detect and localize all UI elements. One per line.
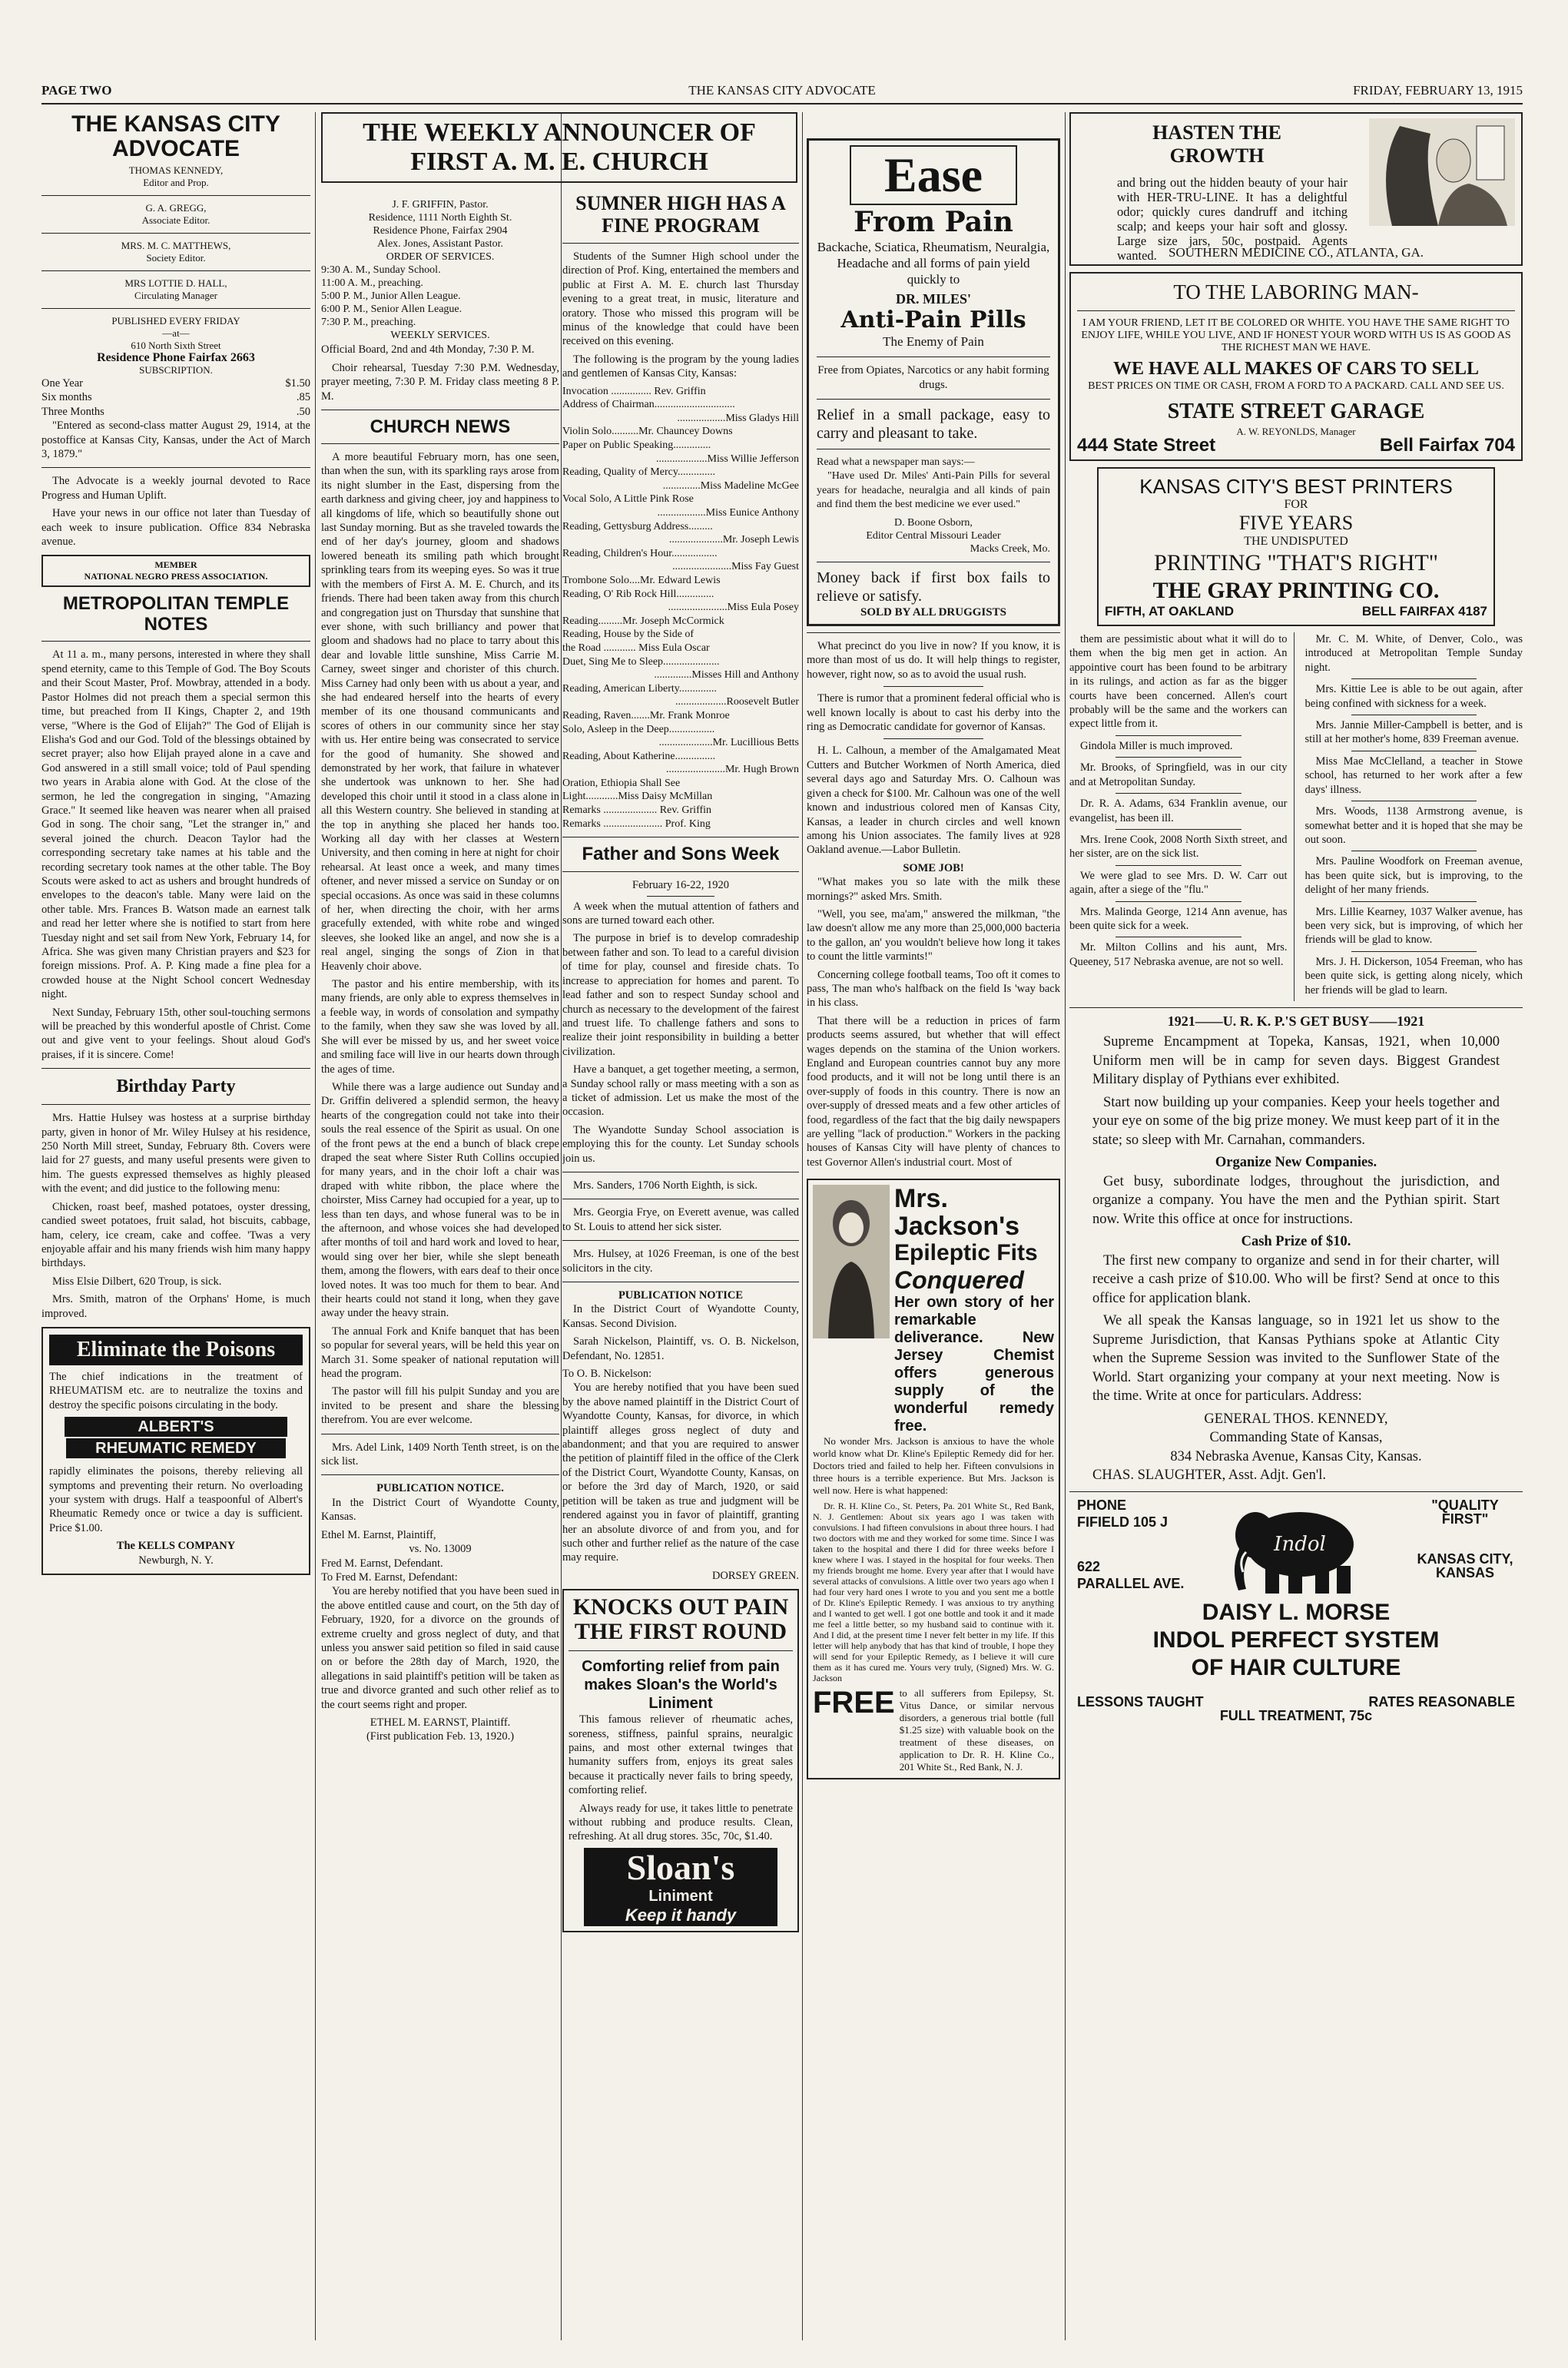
printers-ad — [1097, 467, 1495, 626]
local-para: them are pessimistic about what it will do to them when the big men get in action. An appointive court has been found to be arbitrary in its rulings, and action as far as the bigger courts have been concerned. Allen's court probably will be the same and the workers can expect little from it. — [1069, 633, 1288, 731]
subscription-row: Three Months .50 — [41, 405, 310, 418]
pub2-sign: DORSEY GREEN. — [711, 1569, 799, 1582]
jackson-sub: Her own story of her remarkable deliverance. New Jersey Chemist offers generous supply of the wonderful remedy free. — [894, 1294, 1054, 1435]
father-para: Mrs. Sanders, 1706 North Eighth, is sick. — [573, 1179, 758, 1192]
program-list — [562, 385, 799, 831]
laboring-title: TO THE LABORING MAN- — [1173, 280, 1419, 303]
growth-title: HASTEN THE GROWTH — [1152, 121, 1281, 167]
temple-para: Next Sunday, February 15th, other soul-touching sermons will be preached by this wonderful apostle of Christ. Come out and give vent to your feelings. Shout aloud God's praises, if it is sincere. Come! — [41, 1006, 310, 1061]
news-para: The annual Fork and Knife banquet that has been so popular for several years, will be held this year on March 31. Some speaker of national reputation will head the program. — [321, 1325, 559, 1381]
program-item: ..............Miss Madeline McGee — [662, 479, 799, 492]
local-para: Gindola Miller is much improved. — [1080, 739, 1233, 752]
program-item: Vocal Solo, A Little Pink Rose — [562, 493, 694, 506]
staff-name: MRS. M. C. MATTHEWS, — [121, 240, 231, 251]
hertruline-ad — [1069, 112, 1523, 266]
printers-name: THE GRAY PRINTING CO. — [1152, 577, 1440, 603]
growth-body: and bring out the hidden beauty of your hair with HER-TRU-LINE. It has a delightful odor; quickly cures dandruff and itching scalp; and keeps your hair soft and glossy. Large size jars, 50c, postpaid. Agents wanted. — [1117, 175, 1348, 263]
indol-street: PARALLEL AVE. — [1077, 1575, 1185, 1591]
pub-sign: ETHEL M. EARNST, Plaintiff. — [370, 1716, 511, 1729]
temple-notes-title: METROPOLITAN TEMPLE NOTES — [62, 593, 290, 635]
urk-para: Start now building up your companies. Keep your heels together and your eye on some of the big prize money. We must keep part of it in the state; so sleep with Mr. Carnahan, commanders. — [1092, 1094, 1500, 1148]
local-para: Mr. Milton Collins and his aunt, Mrs. Queeney, 517 Nebraska avenue, are not so well. — [1069, 941, 1288, 968]
sumner-title: SUMNER HIGH HAS A FINE PROGRAM — [575, 192, 786, 237]
testimonial-signer: D. Boone Osborn, Editor Central Missouri Leader Macks Creek, Mo. — [866, 516, 1050, 555]
news-para: A more beautiful February morn, has one seen, than when the sun, with its sparkling rays arose from its night slumber in the East, dispersing from the earth darkness and giving cheer, joy and happiness to all kingdoms of life, which so beautifully shone out last Sunday morning. But as she traveled towards the end of her day's journey, gloom and shadows lowered beneath its smiling path which brought sprinkling tears from its weeping eyes. So was it true with the members of First A. M. E. Church, and its friends. There had been taken away from this church and congregation just on Thursday that sunshine that ever shone, with such brilliancy and power that gloom and shadows had no place to tarry about this dear and lovable little sunshine, Miss Carrie M. Carney, sweet singer and chorister of this church. Miss Carney had only been with us about a year, and she had endeared herself into the hearts of every member of its one thousand communicants and scores of others in our community since her stay with us. Her entire being was consecrated to service for the good of humanity. She showed and demonstrated by her work, that failure in whatever she undertook was unknown to her. She had developed this choir until it stood in a class alone in all this Western country. She believed in standing at the top in anything she placed her hands too. Working all day with her classes at Western University, and then coming in here at night for choir rehearsal. At least once a week, and many times oftener, and never missed a service on Sunday or on special occasions. As once was said in these columns of her, when directing the choir, with her arms gracefully extended, with white robe and winged sleeves, she looked like an angel, and now she is a real angel, singing the songs of Zion in that Heavenly choir above. — [321, 451, 559, 973]
program-item: Reading, American Liberty.............. — [562, 682, 717, 695]
program-item: Reading, About Katherine............... — [562, 750, 716, 762]
indol-ad — [1069, 1498, 1523, 1721]
enemy-of-pain: The Enemy of Pain — [883, 334, 984, 349]
news-para: The pastor will fill his pulpit Sunday and you are invited to be present and share the blessing therefrom. You are ever welcome. — [321, 1385, 559, 1427]
program-item: ......................Mr. Hugh Brown — [665, 764, 799, 776]
anti-pain-pills: Anti-Pain Pills — [840, 307, 1026, 333]
column-divider — [315, 112, 316, 2340]
subscription-row: One Year $1.50 — [41, 377, 310, 390]
local-para: Mrs. Jannie Miller-Campbell is better, and is still at her mother's home, 839 Freeman avenue. — [1304, 719, 1523, 746]
member-badge: MEMBER NATIONAL NEGRO PRESS ASSOCIATION. — [41, 555, 310, 587]
program-item: ..................Miss Gladys Hill — [677, 412, 799, 424]
pub-first: (First publication Feb. 13, 1920.) — [366, 1730, 515, 1743]
pub-notice2-title: PUBLICATION NOTICE — [618, 1289, 744, 1302]
column-1 — [41, 112, 310, 2340]
birthday-title: Birthday Party — [116, 1076, 236, 1097]
subscription-table — [41, 376, 310, 419]
issue-date: FRIDAY, FEBRUARY 13, 1915 — [1353, 83, 1523, 98]
printers-printing: PRINTING "THAT'S RIGHT" — [1154, 549, 1438, 575]
elephant-logo-icon — [1223, 1498, 1377, 1598]
printers-phone: BELL FAIRFAX 4187 — [1361, 603, 1487, 619]
indol-brand: Indol — [1274, 1532, 1326, 1556]
job-para: "What makes you so late with the milk these mornings?" asked Mrs. Smith. — [807, 876, 1060, 903]
father-para: The purpose in brief is to develop comradeship between father and son. To lead to a careful division of time for play, counsel and fireside chats. To increase to appreciation for homes and parent. To lead father and son to respect Sunday school and church as necessary to the development of the fairest and truest life. To challenge fathers and sons to realize their joint responsibility in building a better civilization. — [562, 932, 799, 1058]
program-item: ....................Mr. Lucillious Betts — [658, 737, 799, 749]
program-item: ....................Mr. Joseph Lewis — [668, 534, 799, 546]
urk-prize: Cash Prize of $10. — [1241, 1234, 1351, 1250]
indol-rates: RATES REASONABLE — [1368, 1693, 1515, 1710]
ease-headline: Ease — [850, 145, 1017, 205]
program-item: Remarks ...................... Prof. King — [562, 818, 711, 830]
service-item: 6:00 P. M., Senior Allen League. — [321, 303, 462, 315]
program-item: Reading, Raven.......Mr. Frank Monroe — [562, 709, 730, 721]
urk-title: 1921——U. R. K. P.'S GET BUSY——1921 — [1167, 1013, 1425, 1029]
pub-defendant: Fred M. Earnst, Defendant. — [321, 1557, 443, 1570]
jackson-ad — [807, 1179, 1060, 1779]
pub2-case: Sarah Nickelson, Plaintiff, vs. O. B. Nickelson, Defendant, No. 12851. — [562, 1335, 799, 1362]
printers-years: FIVE YEARS — [1238, 512, 1354, 535]
program-item: ...................Roosevelt Butler — [675, 696, 799, 708]
birthday-para: Miss Elsie Dilbert, 620 Troup, is sick. — [52, 1275, 222, 1288]
pub-to: To Fred M. Earnst, Defendant: — [321, 1570, 458, 1584]
jackson-title: Epileptic Fits — [894, 1240, 1038, 1266]
program-item: Reading, Children's Hour................. — [562, 547, 718, 559]
column-divider — [1065, 112, 1066, 2340]
sloan-brand2: Liniment — [584, 1888, 777, 1905]
program-item: Light............Miss Daisy McMillan — [562, 791, 713, 803]
woman-portrait-icon — [813, 1185, 890, 1338]
indol-system: INDOL PERFECT SYSTEM — [1152, 1627, 1440, 1653]
announcer-title-box — [321, 112, 797, 183]
ad-intro: The chief indications in the treatment of RHEUMATISM etc. are to neutralize the toxins and destroy the specific poisons circulating in the body. — [49, 1370, 303, 1411]
program-item: Solo, Asleep in the Deep................. — [562, 723, 715, 735]
staff-block — [41, 164, 310, 376]
garage-manager: A. W. REYONLDS, Manager — [1236, 426, 1356, 437]
indol-lessons: LESSONS TAUGHT — [1077, 1693, 1204, 1710]
local-para: We were glad to see Mrs. D. W. Carr out again, after a siege of the "flu." — [1069, 869, 1288, 897]
staff-role: Circulating Manager — [134, 290, 217, 301]
from-pain: From Pain — [854, 206, 1013, 238]
announcer-title: THE WEEKLY ANNOUNCER OF FIRST A. M. E. CHURCH — [363, 118, 756, 176]
pub2-court: In the District Court of Wyandotte County, Kansas. Second Division. — [562, 1303, 799, 1330]
column-2 — [321, 112, 797, 183]
program-item: the Road ............ Miss Eula Oscar — [562, 642, 710, 654]
weekly-services: Official Board, 2nd and 4th Monday, 7:30 P. M. — [321, 343, 535, 357]
laboring-body: I AM YOUR FRIEND, LET IT BE COLORED OR WHITE. YOU HAVE THE SAME RIGHT TO ENJOY LIFE, WHILE YOU LIVE, AND IF HONEST YOUR WORD WITH US IS AS GOOD AS THE RICHEST MAN WE HAVE. — [1081, 317, 1511, 353]
miles-name: DR. MILES' — [895, 291, 971, 307]
printers-address: FIFTH, AT OAKLAND — [1105, 603, 1235, 619]
growth-company: SOUTHERN MEDICINE CO., ATLANTA, GA. — [1168, 244, 1424, 260]
temple-para: At 11 a. m., many persons, interested in where they shall spend eternity, came to this Temple of God. The Boy Scouts and their Scout Master, Prof. Mowbray, attended in a body. Pastor Holmes did not preach them a special sermon this time, but preached from II Kings, Chapter 2, and 19th verse, "Where is the God of Elijah?" The God of Elijah is Elisha's God and our God. Told of the blessings obtained by secret prayer; also how Elijah prayed alone in a cave and God answered in a still small voice; told of Paul spending two years in Arabia alone with God. At the close of the sermon, he led the congregation in singing, "Amazing Grace." It seemed like heaven was nearer when all praised God in song. The choir sang, "Let the stranger in," and several joined the church. Deacon Taylor had the corresponding secretary take names at his table and the recording secretary took names at the other table. The Boy Scouts were asked to act as ushers and brought hundreds of envelopes to the deacon's table. Many were laid on the other table. Mrs. Frances B. Watson made an earnest talk and read her letter where she is notified to start from here Tuesday night and set sail from New York, February 14, for Africa. She was given many Christian prayers and $23 for foreign missions. Prof. A. P. King made a fine plea for a crowded house at the Night School concert Wednesday night. — [41, 648, 310, 1001]
pub-court: In the District Court of Wyandotte County, Kansas. — [321, 1496, 559, 1524]
local-para: Miss Mae McClelland, a teacher in Stowe school, has returned to her work after a few days' illness. — [1304, 755, 1523, 796]
masthead-title: THE KANSAS CITY ADVOCATE — [71, 112, 280, 161]
local-para: Mr. Brooks, of Springfield, was in our city and at Metropolitan Sunday. — [1069, 761, 1288, 788]
urk-sign: CHAS. SLAUGHTER, Asst. Adjt. Gen'l. — [1092, 1468, 1326, 1484]
staff-name: THOMAS KENNEDY, — [128, 164, 224, 176]
father-sons-title: Father and Sons Week — [582, 844, 780, 865]
church-news-title: CHURCH NEWS — [370, 416, 511, 438]
program-item: ...................Miss Willie Jefferson — [656, 453, 799, 465]
sold-by: SOLD BY ALL DRUGGISTS — [860, 605, 1006, 619]
column-divider — [561, 112, 562, 2340]
published-line: PUBLISHED EVERY FRIDAY — [111, 315, 240, 327]
staff-name: G. A. GREGG, — [145, 202, 207, 214]
free-body: to all sufferers from Epilepsy, St. Vitus Dance, or similar nervous disorders, a generous trial bottle (full $1.25 size) with valuable book on the treatment of these diseases, on application to Dr. R. H. Kline Co., 201 White St., Red Bank, N. J. — [899, 1687, 1054, 1773]
news-para: The pastor and his entire membership, with its many friends, are only able to express themselves in a feeble way, in words of consolation and sympathy to the family, when they saw she was loved by all. She will ever be missed by us, and her sweet voice and smiling face will live in our hearts down through the ages of time. — [321, 978, 559, 1076]
pub2-body: You are hereby notified that you have been sued by the above named plaintiff in the District Court of Wyandotte County, Kansas, for divorce, in which plaintiff alleges gross neglect of duty and abandonment; and that you are required to answer the petition of plaintiff filed in the office of the Clerk of the District Court, Wyandotte County, Kansas, on or before the 3rd day of March, 1920, or said petition will be taken as true and judgment will be rendered against you in favor of plaintiff, granting her an absolute divorce of and from you, and for such other and further relief as the nature of the case may require. — [562, 1381, 799, 1564]
program-item: Duet, Sing Me to Sleep..................... — [562, 655, 720, 668]
column-divider — [802, 112, 803, 2340]
col4-para: What precinct do you live in now? If you know, it is more than most of us do. It will help things to register, however, right now, so as to avoid the usual rush. — [807, 640, 1060, 681]
father-para: A week when the mutual attention of fathers and sons are turned toward each other. — [562, 900, 799, 927]
sloans-ad — [562, 1589, 799, 1932]
program-item: Remarks .................... Rev. Griffin — [562, 804, 712, 817]
service-item: 9:30 A. M., Sunday School. — [321, 264, 441, 276]
ad-city: Newburgh, N. Y. — [138, 1554, 214, 1567]
subscription-row: Six months .85 — [41, 391, 310, 404]
sloan-sub: Comforting relief from pain makes Sloan's the World's Liniment — [582, 1658, 780, 1713]
garage-phone: Bell Fairfax 704 — [1379, 435, 1515, 456]
jackson-letter: Dr. R. H. Kline Co., St. Peters, Pa. 201 White St., Red Bank, N. J. Gentlemen: About six years ago I was taken with convulsions. I had fifteen convulsions in about three hours. I had two doctors with me and they worked for some time. Since I was taken to the hospital and there I did for three weeks before I knew where I was. I stayed in the hospital for four weeks. Then my friends brought me home. Every year after that I would have several attacks of convulsions. A little over two years ago when I had four very hard ones I wrote to you and you sent me a bottle of Dr. Kline's Epileptic Remedy. I was anxious to try anything and I wanted to get well. I got one bottle and took it and it made me feel a little better, so my husband said to continue with it. And I did, at the present time I never felt better in my life. If this letter will help anybody that has that kind of trouble, I hope they will send for your Epileptic Remedy, as I believe it will cure them as it has cured me. Yours very truly, (Signed) Mrs. W. G. Jackson — [813, 1501, 1054, 1684]
birthday-para: Mrs. Hattie Hulsey was hostess at a surprise birthday party, given in honor of Mr. Wiley Hulsey at his residence, 250 North Mill street, Sunday, February 8th. Covers were laid for 27 guests, and many useful presents were given to him. The guests expressed themselves as highly pleased with the event; and did justice to the following menu: — [41, 1112, 310, 1196]
staff-role: Society Editor. — [146, 252, 206, 264]
local-para: Mrs. Irene Cook, 2008 North Sixth street, and her sister, are on the sick list. — [1069, 833, 1288, 861]
local-para: Mrs. Lillie Kearney, 1037 Walker avenue, has been very sick, but is improving, of which her friends will be glad to know. — [1304, 905, 1523, 947]
father-para: Mrs. Georgia Frye, on Everett avenue, was called to St. Louis to attend her sick sister. — [562, 1206, 799, 1233]
jackson-name: Mrs. Jackson's — [894, 1184, 1020, 1242]
father-para: The Wyandotte Sunday School association is employing this for the county. Let Sunday schools join us. — [562, 1123, 799, 1165]
sloan-body: Always ready for use, it takes little to penetrate without rubbing and produce results. Clean, refreshing. At all drug stores. 35c, 70c, $1.40. — [569, 1802, 793, 1843]
read-what: Read what a newspaper man says:— — [817, 456, 975, 468]
program-item: Invocation ............... Rev. Griffin — [562, 385, 706, 397]
some-job-title: SOME JOB! — [903, 861, 964, 874]
service-item: 5:00 P. M., Junior Allen League. — [321, 290, 461, 302]
church-column — [321, 192, 559, 2340]
ad-brand: RHEUMATIC REMEDY — [65, 1437, 287, 1460]
cars-line: WE HAVE ALL MAKES OF CARS TO SELL — [1113, 359, 1479, 379]
program-item: Reading.........Mr. Joseph McCormick — [562, 615, 724, 627]
program-item: ..............Misses Hill and Anthony — [654, 669, 799, 682]
indol-hair: OF HAIR CULTURE — [1191, 1654, 1401, 1680]
job-para: That there will be a reduction in prices of farm products seems assured, but whether that will effect wages depends on the stamina of the Union workers. England and European countries cannot buy any more food products, and it will not be long until there is an over-supply of foods in this country. There is now an over-supply of dressed meats and a few other articles of food, regardless of the fact that the big daily newspapers are yelling "lack of production." Workers in the packing houses of Kansas City will have plenty of chances to test Governor Allen's industrial court. Most of — [807, 1014, 1060, 1169]
pub-plaintiff: Ethel M. Earnst, Plaintiff, — [321, 1528, 436, 1541]
col4-para: H. L. Calhoun, a member of the Amalgamated Meat Cutters and Butcher Workmen of North America, died several days ago and Saturday Mrs. O. Calhoun was given a check for $100. Mr. Calhoun was one of the well known and industrious colored men of Kansas City, Kansas, a leader in church circles and well known among his Union associates. The family lives at 928 Oakland avenue.—Labor Bulletin. — [807, 745, 1060, 857]
urk-para: Supreme Encampment at Topeka, Kansas, 1921, when 10,000 Uniform men will be in camp for seven days. Biggest Grandest Military display of Pythians ever exhibited. — [1092, 1034, 1500, 1088]
program-item: Paper on Public Speaking.............. — [562, 439, 711, 452]
subscription-label: SUBSCRIPTION. — [139, 364, 213, 376]
father-para: Mrs. Hulsey, at 1026 Freeman, is one of the best solicitors in the city. — [562, 1248, 799, 1275]
birthday-para: Mrs. Smith, matron of the Orphans' Home, is much improved. — [41, 1293, 310, 1320]
order-of-services — [321, 264, 559, 329]
paper-name: THE KANSAS CITY ADVOCATE — [688, 83, 876, 98]
sloan-tagline: Keep it handy — [584, 1905, 777, 1926]
service-item: 11:00 A. M., preaching. — [321, 277, 423, 289]
urk-sign: GENERAL THOS. KENNEDY, — [1204, 1411, 1388, 1427]
sumner-intro: Students of the Sumner High school under the direction of Prof. King, entertained the members and public at First A. M. E. church last Thursday evening to a great treat, in music, literature and oratory. Those who missed this program will be minus of the knowledge that could have been received on this evening. — [562, 250, 799, 348]
jackson-body: No wonder Mrs. Jackson is anxious to have the whole world know what Dr. Kline's Epileptic Remedy did for her. Doctors tried and failed to help her. Fifteen convulsions in three hours is a terrible experience. But Mrs. Jackson is well now. Here is what happened: — [813, 1435, 1054, 1497]
urk-announcement — [1069, 1033, 1523, 1485]
staff-name: MRS LOTTIE D. HALL, — [124, 277, 227, 289]
column-5 — [1069, 112, 1523, 2340]
program-item: Address of Chairman.............................. — [562, 399, 735, 411]
indol-city: KANSAS CITY, KANSAS — [1417, 1550, 1513, 1581]
local-para: Mrs. Malinda George, 1214 Ann avenue, has been quite sick for a week. — [1069, 905, 1288, 932]
printers-title: KANSAS CITY'S BEST PRINTERS — [1139, 474, 1453, 498]
program-item: Violin Solo..........Mr. Chauncey Downs — [562, 426, 733, 438]
weekly-label: WEEKLY SERVICES. — [390, 330, 490, 341]
urk-organize: Organize New Companies. — [1215, 1155, 1377, 1171]
entered-notice: "Entered as second-class matter August 29, 1914, at the postoffice at Kansas City, Kansas, under the Act of March 3, 1879." — [41, 420, 310, 461]
column-3 — [562, 192, 799, 2340]
money-back: Money back if first box fails to relieve or satisfy. — [817, 569, 1050, 605]
urk-sign: 834 Nebraska Avenue, Kansas City, Kansas. — [1170, 1448, 1422, 1464]
job-para: "Well, you see, ma'am," answered the milkman, "the law doesn't allow me any more than 25,000,000 bacteria to the gallon, an' you wouldn't believe how long it takes to count the little varmints!" — [807, 907, 1060, 963]
urk-para: The first new company to organize and send in for their charter, will receive a cash prize of $10.00. Who will be first? Send at once to this office for application blank. — [1092, 1252, 1500, 1306]
printers-for: FOR — [1284, 497, 1308, 511]
local-news-right — [1305, 632, 1523, 1001]
local-para: Mrs. Pauline Woodfork on Freeman avenue, has been quite sick, but is improving, to the delight of her many friends. — [1304, 855, 1523, 897]
news-notice: Have your news in our office not later than Tuesday of each week to insure publication. Office 834 Nebraska avenue. — [41, 507, 310, 549]
garage-address: 444 State Street — [1077, 435, 1216, 456]
local-para: Mrs. Woods, 1138 Armstrong avenue, is somewhat better and it is hoped that she may be out soon. — [1304, 805, 1523, 846]
printers-undisputed: THE UNDISPUTED — [1244, 535, 1348, 549]
jackson-conquered: Conquered — [894, 1266, 1024, 1295]
ad-company: The KELLS COMPANY — [116, 1540, 236, 1553]
prices-line: BEST PRICES ON TIME OR CASH, FROM A FORD TO A PACKARD. CALL AND SEE US. — [1088, 380, 1504, 392]
pub-notice-title: PUBLICATION NOTICE. — [376, 1482, 504, 1495]
local-para: Mrs. Kittie Lee is able to be out again, after being confined with sickness for a week. — [1304, 683, 1523, 710]
sloan-headline: KNOCKS OUT PAIN THE FIRST ROUND — [572, 1594, 789, 1645]
local-news-block — [1069, 632, 1523, 1001]
program-item: Trombone Solo....Mr. Edward Lewis — [562, 574, 721, 586]
urk-sign: Commanding State of Kansas, — [1209, 1430, 1383, 1446]
staff-role: Editor and Prop. — [143, 177, 209, 188]
father-para: Have a banquet, a get together meeting, a sermon, a Sunday school rally or mass meeting with a son as a ticket of admission. Let us make the most of the occasion. — [562, 1063, 799, 1119]
testimonial: "Have used Dr. Miles' Anti-Pain Pills for several years for headache, neuralgia and all kinds of pain and find them the best medicine we ever used." — [817, 470, 1050, 511]
published-at: —at— — [162, 327, 190, 339]
ad-headline: Eliminate the Poisons — [49, 1335, 303, 1365]
free-from: Free from Opiates, Narcotics or any habit forming drugs. — [817, 364, 1049, 391]
program-item: Reading, Quality of Mercy.............. — [562, 466, 715, 479]
local-para: Mrs. J. H. Dickerson, 1054 Freeman, who has been quite sick, is getting along nicely, which her friends will be glad to learn. — [1304, 955, 1523, 997]
alberts-ad — [41, 1327, 310, 1575]
news-para: While there was a large audience out Sunday and Dr. Griffin delivered a splendid sermon, the heavy hearts of the congregation could not take into their souls the real essence of the Spirit as usual. On one of the front pews at the end a bunch of black crepe draped the seat where Sister Ruth Collins occupied for many years, and in the choir loft a chair was draped with white ribbon, the place where the choirster, Miss Carney had occupied for a year, up to less than ten days, and whose funeral was to be in the afternoon, and whose voices she had developed after months of toil and hard work and loved to hear, would sing over her bier, while she slept beneath them, among the flowers, with ears deaf to their once loved notes. It was too much for them to bear. And their hearts could not stand it long, when they gave away under the heavy strain. — [321, 1080, 559, 1320]
indol-phone-label: PHONE — [1077, 1497, 1127, 1513]
local-para: Mr. C. M. White, of Denver, Colo., was introduced at Metropolitan Temple Sunday night. — [1304, 633, 1523, 674]
pastor-block: J. F. GRIFFIN, Pastor. Residence, 1111 North Eighth St. Residence Phone, Fairfax 2904 Alex. Jones, Assistant Pastor. ORDER OF SERVICES. — [368, 199, 512, 263]
indol-phone: FIFIELD 105 J — [1077, 1514, 1169, 1530]
col4-para: There is rumor that a prominent federal official who is well known locally is about to cast his derby into the ring as Democratic candidate for governor of Kansas. — [807, 692, 1060, 734]
page-label: PAGE TWO — [41, 83, 112, 98]
birthday-para: Chicken, roast beef, mashed potatoes, oyster dressing, candied sweet potatoes, fruit salad, hot biscuits, cabbage, ham, celery, ice cream, cake and coffee. 'Twas a very enjoyable affair and his many friends wish him many happy birthdays. — [41, 1200, 310, 1270]
garage-ad — [1069, 272, 1523, 461]
garage-name: STATE STREET GARAGE — [1167, 400, 1425, 423]
office-address: 610 North Sixth Street — [131, 340, 221, 351]
program-item: ..................Miss Eunice Anthony — [657, 507, 799, 519]
ad-body: rapidly eliminates the poisons, thereby relieving all symptoms and preventing their return. No overloading your system with drugs. Half a teaspoonful of Albert's Rheumatic Remedy once or twice a day is sufficient. Price $1.00. — [49, 1465, 303, 1534]
indol-owner: DAISY L. MORSE — [1202, 1599, 1391, 1625]
service-item: 7:30 P. M., preaching. — [321, 317, 416, 328]
woman-with-mirror-icon — [1369, 118, 1515, 226]
free-word: FREE — [813, 1686, 895, 1720]
ad-brand: ALBERT'S — [65, 1417, 287, 1437]
urk-para: Get busy, subordinate lodges, throughout the jurisdiction, and organize a company. You have the men and the Pythian spirit. Start now. Write this office at once for instructions. — [1092, 1173, 1500, 1227]
father-sons-date: February 16-22, 1920 — [632, 879, 730, 892]
staff-role: Associate Editor. — [141, 214, 211, 226]
ease-list: Backache, Sciatica, Rheumatism, Neuralgia, Headache and all forms of pain yield quickly to — [817, 240, 1050, 287]
column-4 — [807, 138, 1060, 2340]
sloan-brand: Sloan's — [584, 1848, 777, 1888]
job-para: Concerning college football teams, Too oft it comes to pass, The man who's halfback on the field Is 'way back in his class. — [807, 968, 1060, 1010]
urk-para: We all speak the Kansas language, so in 1921 let us show to the Supreme Jurisdiction, that Kansas Pythians spoke at Atlantic City when the Supreme Session was invited to the Sunflower State of the World. Start organizing your company at your next meeting. Now is the time. Write at once for particulars. Address: — [1092, 1313, 1500, 1405]
indol-number: 622 — [1077, 1558, 1101, 1574]
news-para: Mrs. Adel Link, 1409 North Tenth street, is on the sick list. — [321, 1441, 559, 1468]
program-item: ......................Miss Eula Posey — [668, 602, 799, 614]
pub-vs: vs. No. 13009 — [409, 1543, 472, 1556]
office-phone: Residence Phone Fairfax 2663 — [97, 351, 255, 364]
program-item: Reading, Gettysburg Address......... — [562, 520, 713, 532]
indol-full-treatment: FULL TREATMENT, 75c — [1219, 1707, 1373, 1723]
program-item: Oration, Ethiopia Shall See — [562, 777, 681, 789]
choir-schedule: Choir rehearsal, Tuesday 7:30 P.M. Wednesday, prayer meeting, 7:30 P. M. Friday class meeting 8 P. M. — [321, 361, 559, 403]
page-header — [41, 80, 1523, 104]
relief-line: Relief in a small package, easy to carry and pleasant to take. — [817, 406, 1050, 442]
program-item: Reading, House by the Side of — [562, 628, 694, 641]
miles-ad — [807, 138, 1060, 626]
program-item: ......................Miss Fay Guest — [672, 561, 799, 573]
local-para: Dr. R. A. Adams, 634 Franklin avenue, our evangelist, has been ill. — [1069, 798, 1288, 824]
local-news-left — [1069, 632, 1295, 1001]
sumner-intro: The following is the program by the young ladies and gentlemen of Kansas City, Kansas: — [562, 353, 799, 380]
sloan-body: This famous reliever of rheumatic aches, soreness, stiffness, painful sprains, neuralgic pains, and most other external twinges that humanity suffers from, enjoys its great sales because it practically never fails to bring speedy, comforting relief. — [569, 1713, 793, 1797]
program-item: Reading, O' Rib Rock Hill.............. — [562, 588, 714, 600]
pub-body: You are hereby notified that you have been sued in the above entitled cause and court, on the 5th day of February, 1920, for a divorce on the grounds of extreme cruelty and gross neglect of duty, and that unless you answer said petition so filed in said cause on or before the 28th day of March, 1920, the allegations in said plaintiff's petition will be taken as true and divorce granted and such other relief as to the court seems right and proper. — [321, 1585, 559, 1711]
indol-quality: "QUALITY FIRST" — [1431, 1497, 1499, 1527]
pub2-to: To O. B. Nickelson: — [562, 1368, 652, 1381]
devoted-notice: The Advocate is a weekly journal devoted to Race Progress and Human Uplift. — [41, 475, 310, 502]
